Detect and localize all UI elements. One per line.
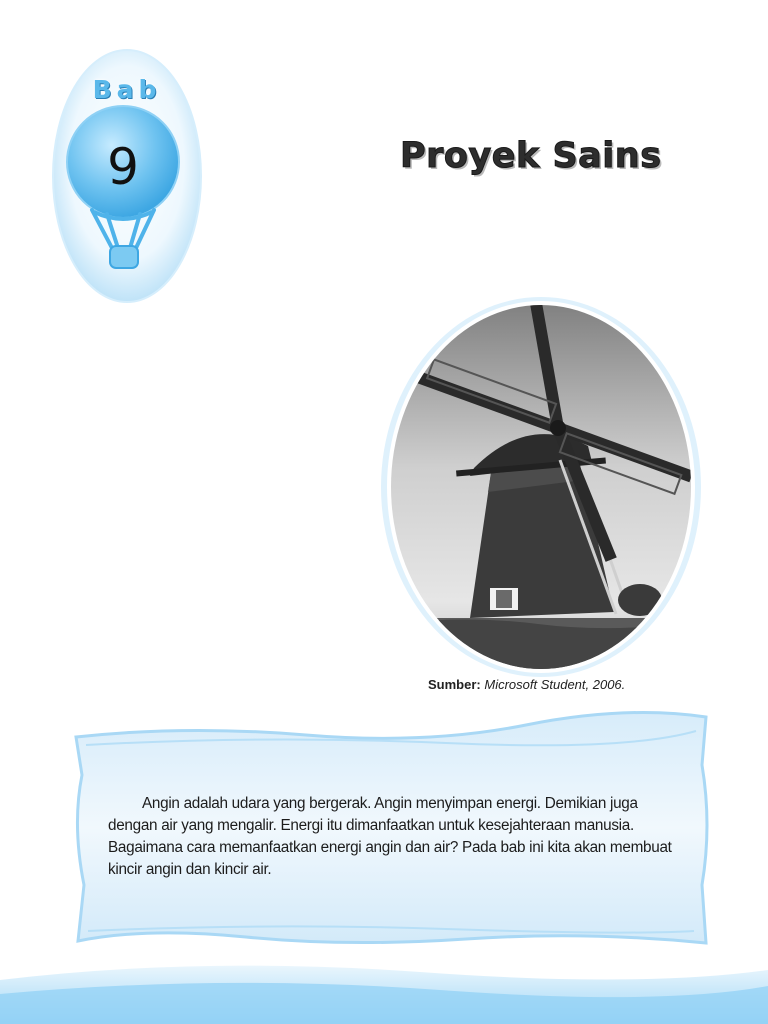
caption-label: Sumber: [428,677,481,692]
chapter-badge [52,48,202,304]
bottom-wave-decoration [0,950,768,1024]
page-title: Proyek Sains [400,136,662,176]
intro-paragraph: Angin adalah udara yang bergerak. Angin menyimpan energi. Demikian juga dengan air yang mengalir. Energi itu dimanfaatkan untuk kesejahteraan manusia. Bagaimana cara memanfaatkan energi angin dan air? Pada bab ini kita akan membuat kincir angin dan kincir air. [108,795,672,878]
photo-caption [428,677,728,692]
intro-panel [66,705,716,955]
chapter-label: Bab [92,75,162,104]
caption-source: Microsoft Student, 2006. [484,677,626,692]
windmill-photo [378,296,704,678]
chapter-number: 9 [107,138,139,196]
